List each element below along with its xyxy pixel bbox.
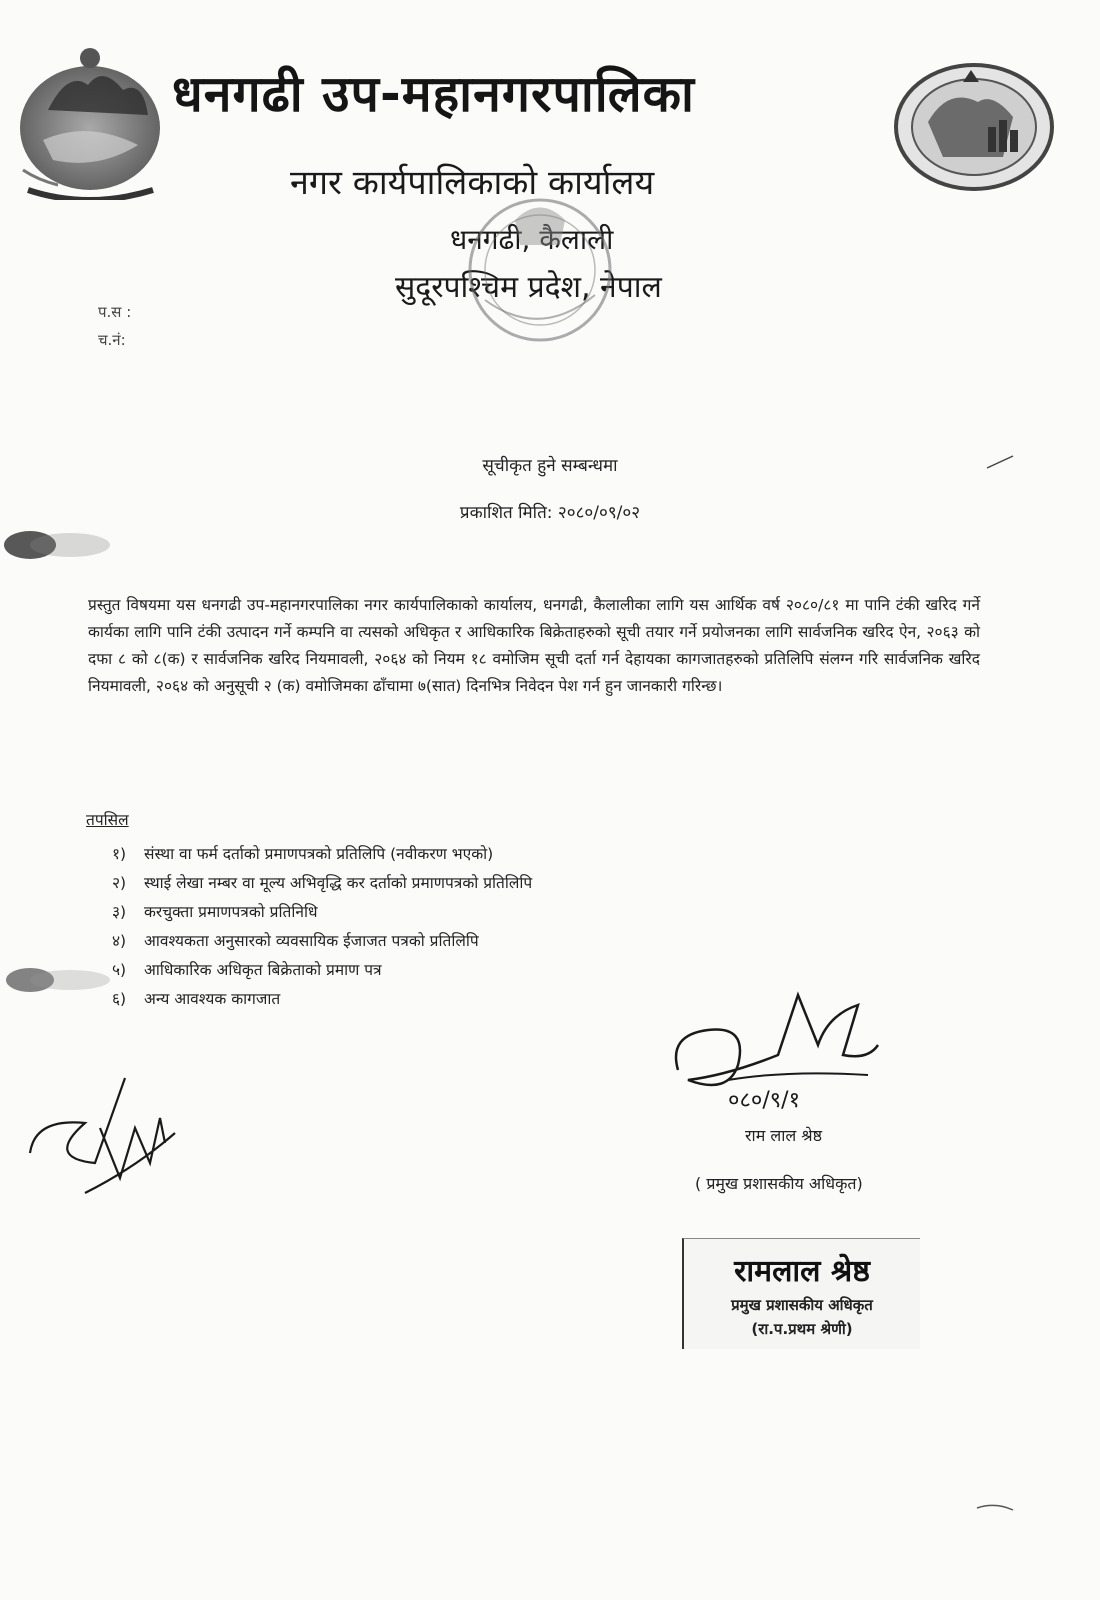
list-item-number: ५) bbox=[112, 961, 127, 979]
list-item-text: आवश्यकता अनुसारको व्यवसायिक ईजाजत पत्रको प्रतिलिपि bbox=[144, 932, 479, 950]
address-province: सुदूरपश्चिम प्रदेश, नेपाल bbox=[395, 270, 662, 305]
signature-date: ०८०/९/१ bbox=[728, 1088, 801, 1113]
list-item-number: २) bbox=[112, 874, 127, 892]
office-name: नगर कार्यपालिकाको कार्यालय bbox=[290, 163, 655, 203]
list-item bbox=[112, 956, 712, 985]
binder-hole-mark-icon bbox=[0, 955, 110, 1005]
address-city: धनगढी, कैलाली bbox=[450, 223, 614, 256]
published-date: प्रकाशित मिति: २०८०/०९/०२ bbox=[459, 503, 641, 523]
organization-name: धनगढी उप-महानगरपालिका bbox=[172, 65, 696, 123]
list-item-text: संस्था वा फर्म दर्ताको प्रमाणपत्रको प्रतिलिपि (नवीकरण भएको) bbox=[144, 845, 494, 863]
list-item bbox=[112, 898, 712, 927]
reference-block bbox=[98, 298, 131, 354]
binder-hole-mark-icon bbox=[0, 515, 110, 575]
signatory-name: राम लाल श्रेष्ठ bbox=[745, 1126, 823, 1145]
seal-title: प्रमुख प्रशासकीय अधिकृत bbox=[731, 1296, 873, 1314]
pen-mark-icon bbox=[985, 452, 1015, 472]
notice-subject: सूचीकृत हुने सम्बन्धमा bbox=[482, 456, 618, 476]
list-item-number: १) bbox=[112, 845, 127, 863]
list-item-number: ४) bbox=[112, 932, 127, 950]
list-item-number: ३) bbox=[112, 903, 127, 921]
list-item-text: करचुक्ता प्रमाणपत्रको प्रतिनिधि bbox=[144, 903, 318, 921]
seal-name: रामलाल श्रेष्ठ bbox=[734, 1254, 870, 1289]
name-seal-stamp bbox=[682, 1238, 920, 1349]
initials-signature bbox=[25, 1068, 185, 1198]
list-item-text: आधिकारिक अधिकृत बिक्रेताको प्रमाण पत्र bbox=[144, 961, 382, 979]
details-heading: तपसिल bbox=[86, 811, 129, 829]
office-stamp-icon bbox=[445, 190, 635, 360]
signatory-title: ( प्रमुख प्रशासकीय अधिकृत) bbox=[695, 1174, 863, 1193]
patra-sankhya-label: प.स : bbox=[98, 303, 132, 321]
pen-mark-icon bbox=[975, 1498, 1015, 1518]
signature-main bbox=[668, 975, 888, 1115]
list-item-number: ६) bbox=[112, 990, 127, 1008]
list-item-text: अन्य आवश्यक कागजात bbox=[144, 990, 281, 1008]
list-item bbox=[112, 927, 712, 956]
chalani-number-label: च.नं: bbox=[98, 331, 126, 349]
notice-body: प्रस्तुत विषयमा यस धनगढी उप-महानगरपालिका नगर कार्यपालिकाको कार्यालय, धनगढी, कैलालीका लागि यस आर्थिक वर्ष २०८०/८१ मा पानि टंकी खरिद गर्ने कार्यका लागि पानि टंकी उत्पादन गर्ने कम्पनि वा त्यसको अधिकृत र आधिकारिक बिक्रेताहरुको सूची तयार गर्ने प्रयोजनका लागि सार्वजनिक खरिद ऐन, २०६३ को दफा ८ को ८(क) र सार्वजनिक खरिद नियमावली, २०६४ को नियम १८ वमोजिम सूची दर्ता गर्न देहायका कागजातहरुको प्रतिलिपि संलग्न गरि सार्वजनिक खरिद नियमावली, २०६४ को अनुसूची २ (क) वमोजिमका ढाँचामा ७(सात) दिनभित्र निवेदन पेश गर्न हुन जानकारी गरिन्छ। bbox=[88, 596, 980, 695]
list-item bbox=[112, 869, 712, 898]
list-item bbox=[112, 985, 712, 1014]
list-item bbox=[112, 840, 712, 869]
list-item-text: स्थाई लेखा नम्बर वा मूल्य अभिवृद्धि कर दर्ताको प्रमाणपत्रको प्रतिलिपि bbox=[144, 874, 533, 892]
seal-grade: (रा.प.प्रथम श्रेणी) bbox=[751, 1320, 853, 1338]
nepal-emblem-icon bbox=[8, 40, 173, 200]
municipality-logo-icon bbox=[893, 62, 1055, 192]
required-documents-list bbox=[112, 840, 712, 1014]
